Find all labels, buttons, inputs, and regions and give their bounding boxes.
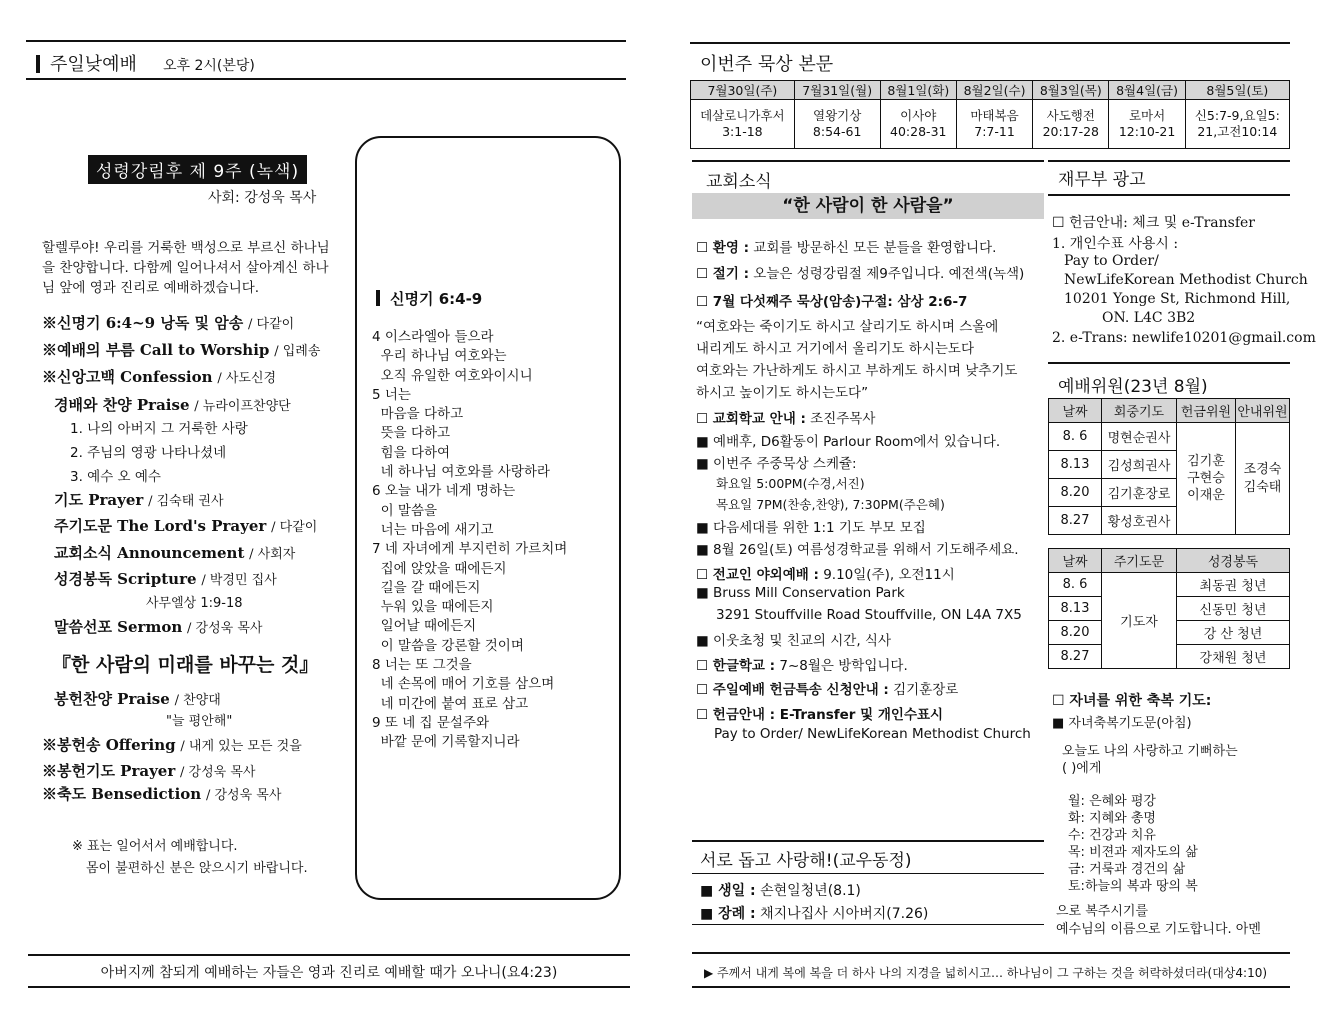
- mutual-bottom-rule: [692, 924, 1044, 925]
- service-date: 8.13: [1049, 451, 1102, 479]
- order-item: 말씀선포 Sermon / 강성욱 목사: [54, 618, 263, 636]
- left-footer-rule-top: [28, 954, 630, 956]
- bless-line: 수: 건강과 치유: [1068, 828, 1156, 843]
- service-prayer: 명현순권사: [1102, 423, 1177, 451]
- right-top-rule: [690, 42, 1290, 44]
- schedule-text: 열왕기상 8:54-61: [794, 100, 880, 149]
- sermon-title: 『한 사람의 미래를 바꾸는 것』: [52, 654, 319, 676]
- reader: 최동권 청년: [1177, 573, 1290, 597]
- reader: 신동민 청년: [1177, 597, 1290, 621]
- news-line: ■ 다음세대를 위한 1:1 기도 부모 모집: [696, 520, 926, 536]
- finance-title: 재무부 광고: [1058, 170, 1146, 190]
- news-line: 3291 Stouffville Road Stouffville, ON L4A 7X5: [716, 607, 1022, 623]
- finance-line: 2. e-Trans: newlife10201@gmail.com: [1052, 330, 1316, 346]
- schedule-date: 8월4일(금): [1109, 81, 1185, 100]
- service-prayer: 김기훈장로: [1102, 479, 1177, 507]
- service-title: 주일낮예배: [50, 54, 137, 75]
- presider: 사회: 강성욱 목사: [208, 190, 317, 206]
- right-footer: ▶ 주께서 내게 복에 복을 더 하사 나의 지경을 넓히시고… 하나님이 그 구하는 것을 허락하셨더라(대상4:10): [704, 966, 1268, 980]
- left-top-rule: [26, 40, 626, 42]
- bless-line: ■ 자녀축복기도문(아침): [1052, 716, 1192, 731]
- news-line: Pay to Order/ NewLifeKorean Methodist Church: [714, 726, 1031, 742]
- scripture-ref: 사무엘상 1:9-18: [146, 596, 243, 611]
- reading-header: 날짜: [1049, 549, 1102, 573]
- service-date: 8.20: [1049, 479, 1102, 507]
- schedule-text: 신5:7-9,요일5: 21,고전10:14: [1185, 100, 1289, 149]
- news-item: ☐ 주일예배 헌금특송 신청안내 : 김기훈장로: [696, 682, 959, 698]
- news-line: ■ 이웃초청 및 친교의 시간, 식사: [696, 633, 891, 649]
- order-item: 주기도문 The Lord's Prayer / 다같이: [54, 517, 318, 535]
- bless-line: 토:하늘의 복과 땅의 복: [1068, 879, 1198, 894]
- service-prayer: 김성희권사: [1102, 451, 1177, 479]
- news-line: 목요일 7PM(찬송,찬양), 7:30PM(주은혜): [716, 497, 945, 512]
- service-time: 오후 2시(본당): [162, 58, 255, 74]
- reading-header: 성경봉독: [1177, 549, 1290, 573]
- praise-song: 3. 예수 오 예수: [70, 469, 161, 485]
- order-item: 교회소식 Announcement / 사회자: [54, 544, 296, 562]
- offering-team: 김기훈 구현승 이재운: [1177, 423, 1236, 535]
- right-footer-rule-top: [692, 952, 1290, 954]
- left-footer: 아버지께 참되게 예배하는 자들은 영과 진리로 예배할 때가 오나니(요4:23): [100, 965, 558, 981]
- bless-line: ( )에게: [1062, 761, 1102, 776]
- order-item: 경배와 찬양 Praise / 뉴라이프찬양단: [54, 396, 291, 414]
- service-date: 8.27: [1049, 507, 1102, 535]
- service-table: [1048, 398, 1290, 535]
- finance-line: ON. L4C 3B2: [1102, 310, 1196, 326]
- order-item: ※예배의 부름 Call to Worship / 입례송: [42, 341, 321, 359]
- bless-line: 화: 지혜와 총명: [1068, 811, 1156, 826]
- finance-line: NewLifeKorean Methodist Church: [1064, 272, 1308, 288]
- news-top-rule: [692, 160, 1044, 162]
- news-item: ☐ 7월 다섯째주 묵상(암송)구절: 삼상 2:6-7: [696, 294, 968, 310]
- service-header: 안내위원: [1236, 399, 1290, 423]
- finance-rule: [1048, 194, 1290, 196]
- news-item: ☐ 헌금안내 : E-Transfer 및 개인수표시: [696, 707, 944, 723]
- bless-title: ☐ 자녀를 위한 축복 기도:: [1052, 693, 1212, 709]
- news-line: ■ Bruss Mill Conservation Park: [696, 585, 905, 601]
- anthem-title: "늘 평안해": [166, 714, 233, 729]
- meditation-schedule: [690, 80, 1290, 149]
- right-footer-rule-bottom: [692, 986, 1290, 988]
- reading-header: 주기도문: [1102, 549, 1177, 573]
- finance-line: ☐ 헌금안내: 체크 및 e-Transfer: [1052, 215, 1255, 231]
- schedule-text: 데살로니가후서 3:1-18: [691, 100, 795, 149]
- note-line: 몸이 불편하신 분은 앉으시기 바랍니다.: [86, 861, 308, 876]
- mutual-title: 서로 돕고 사랑해!(교우동정): [700, 851, 912, 871]
- left-footer-rule-bottom: [28, 986, 630, 988]
- scripture-text: 4 이스라엘아 들으라 우리 하나님 여호와는 오직 유일한 여호와이시니 5 너는 마음을 다하고 뜻을 다하고 힘을 다하여 네 하나님 여호와를 사랑하라 6 오늘 내가 네게 명하는 이 말씀을 너는 마음에 새기고 7 네 자녀에게 부지런히 가르치며 집에 앉았을 때에든지 길을 갈 때에든지 누워 있을 때에든지 일어날 때에든지 이 말씀을 강론할 것이며 8 너는 또 그것을 네 손목에 매어 기호를 삼으며 네 미간에 붙여 표로 삼고 9 또 네 집 문설주와 바깥 문에 기록할지니라: [372, 329, 568, 751]
- schedule-text: 사도행전 20:17-28: [1033, 100, 1109, 149]
- finance-line: 10201 Yonge St, Richmond Hill,: [1064, 291, 1291, 307]
- service-header: 헌금위원: [1177, 399, 1236, 423]
- header-bar-icon: [36, 55, 40, 73]
- reading-date: 8. 6: [1049, 573, 1102, 597]
- news-item: ☐ 전교인 야외예배 : 9.10일(주), 오전11시: [696, 567, 955, 583]
- verse-line: 하시고 높이기도 하시는도다”: [696, 385, 869, 401]
- bless-line: 목: 비젼과 제자도의 삶: [1068, 845, 1198, 860]
- order-item: 봉헌찬양 Praise / 찬양대: [54, 690, 221, 708]
- news-line: ■ 예배후, D6활동이 Parlour Room에서 있습니다.: [696, 434, 1001, 450]
- service-title: 예배위원(23년 8월): [1058, 377, 1208, 397]
- reading-date: 8.20: [1049, 621, 1102, 645]
- title-bar-icon: [376, 290, 380, 306]
- bless-line: 오늘도 나의 사랑하고 기뻐하는: [1062, 744, 1238, 759]
- schedule-date: 8월3일(목): [1033, 81, 1109, 100]
- news-title: 교회소식: [706, 172, 772, 192]
- finance-line: Pay to Order/: [1064, 253, 1159, 269]
- reading-date: 8.13: [1049, 597, 1102, 621]
- week-title: 성령강림후 제 9주 (녹색): [88, 155, 307, 184]
- news-line: ■ 8월 26일(토) 여름성경학교를 위해서 기도해주세요.: [696, 542, 1019, 558]
- left-header-rule: [26, 78, 626, 80]
- service-prayer: 황성호권사: [1102, 507, 1177, 535]
- schedule-text: 로마서 12:10-21: [1109, 100, 1185, 149]
- service-top-rule: [1048, 362, 1290, 364]
- news-line: 화요일 5:00PM(수경,서진): [716, 476, 865, 491]
- service-header: [36, 50, 255, 76]
- usher-team: 조경숙 김숙태: [1236, 423, 1290, 535]
- verse-line: 여호와는 가난하게도 하시고 부하게도 하시며 낮추기도: [696, 363, 1018, 379]
- verse-line: 내리게도 하시고 거기에서 올리기도 하시는도다: [696, 341, 974, 357]
- reading-date: 8.27: [1049, 645, 1102, 669]
- order-item: ※신명기 6:4~9 낭독 및 암송 / 다같이: [42, 314, 295, 332]
- reader: 강채원 청년: [1177, 645, 1290, 669]
- mutual-top-rule: [692, 840, 1044, 842]
- schedule-date: 8월1일(화): [880, 81, 956, 100]
- order-item: 성경봉독 Scripture / 박경민 집사: [54, 570, 277, 588]
- reading-table: [1048, 548, 1290, 669]
- praise-song: 1. 나의 아버지 그 거룩한 사랑: [70, 421, 248, 437]
- schedule-date: 7월31일(월): [794, 81, 880, 100]
- meditation-title: 이번주 묵상 본문: [700, 54, 834, 75]
- order-item: ※축도 Bensediction / 강성욱 목사: [42, 785, 282, 803]
- note-line: ※ 표는 일어서서 예배합니다.: [72, 839, 238, 854]
- service-header: 회중기도: [1102, 399, 1177, 423]
- order-item: 기도 Prayer / 김숙태 권사: [54, 491, 224, 509]
- schedule-date: 8월2일(수): [956, 81, 1032, 100]
- bless-line: 월: 은혜와 평강: [1068, 794, 1156, 809]
- news-item: ☐ 한글학교 : 7~8월은 방학입니다.: [696, 658, 908, 674]
- schedule-date: 8월5일(토): [1185, 81, 1289, 100]
- bless-line: 으로 복주시기를: [1056, 904, 1149, 919]
- bless-line: 예수님의 이름으로 기도합니다. 아멘: [1056, 922, 1261, 937]
- service-header: 날짜: [1049, 399, 1102, 423]
- news-item: ☐ 절기 : 오늘은 성령강림절 제9주입니다. 예전색(녹색): [696, 266, 1025, 282]
- schedule-text: 이사야 40:28-31: [880, 100, 956, 149]
- intro-text: 할렐루야! 우리를 거룩한 백성으로 부르신 하나님을 찬양합니다. 다함께 일어나셔서 살아계신 하나님 앞에 영과 진리로 예배하겠습니다.: [42, 240, 330, 296]
- news-banner: “한 사람이 한 사람을”: [692, 193, 1044, 219]
- mutual-rule: [692, 873, 1044, 874]
- service-date: 8. 6: [1049, 423, 1102, 451]
- news-item: ☐ 환영 : 교회를 방문하신 모든 분들을 환영합니다.: [696, 240, 997, 256]
- news-line: ■ 이번주 주중묵상 스케쥴:: [696, 456, 857, 472]
- verse-line: “여호와는 죽이기도 하시고 살리기도 하시며 스올에: [696, 319, 999, 335]
- order-item: ※봉헌송 Offering / 내게 있는 모든 것을: [42, 736, 302, 754]
- bless-line: 금: 거룩과 경건의 삶: [1068, 862, 1186, 877]
- mutual-item: ■ 장례 : 채지나집사 시아버지(7.26): [700, 906, 929, 922]
- praise-song: 2. 주님의 영광 나타나셨네: [70, 445, 227, 461]
- order-item: ※신앙고백 Confession / 사도신경: [42, 368, 277, 386]
- scripture-title: 신명기 6:4-9: [376, 288, 482, 309]
- finance-top-rule: [1048, 160, 1290, 162]
- news-item: ☐ 교회학교 안내 : 조진주목사: [696, 411, 876, 427]
- lords-prayer-leader: 기도자: [1102, 573, 1177, 669]
- order-item: ※봉헌기도 Prayer / 강성욱 목사: [42, 762, 256, 780]
- schedule-text: 마태복음 7:7-11: [956, 100, 1032, 149]
- schedule-date: 7월30일(주): [691, 81, 795, 100]
- standing-note: [72, 836, 308, 880]
- mutual-item: ■ 생일 : 손현일청년(8.1): [700, 883, 861, 899]
- reader: 강 산 청년: [1177, 621, 1290, 645]
- finance-line: 1. 개인수표 사용시 :: [1052, 236, 1179, 252]
